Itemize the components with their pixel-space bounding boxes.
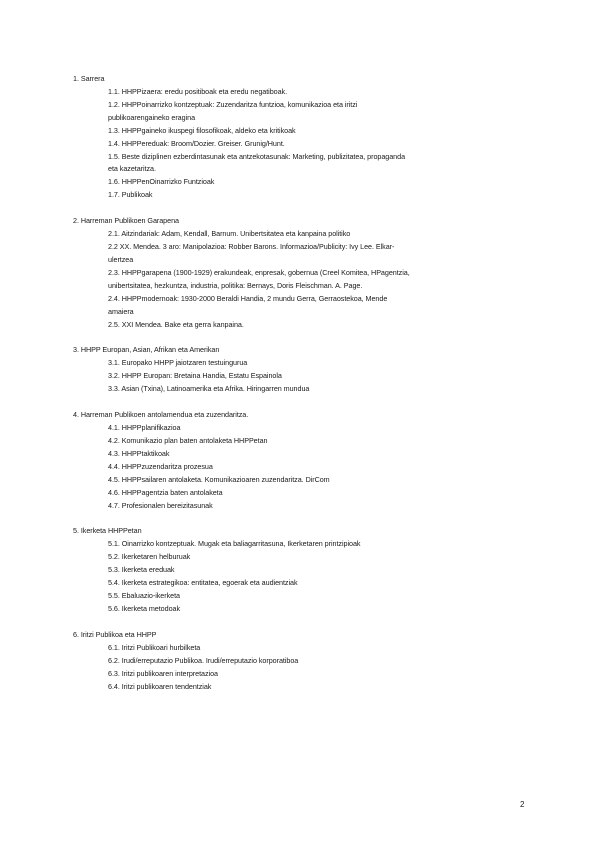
- section-title: 1. Sarrera: [73, 74, 105, 83]
- toc-item: 3.3. Asian (Txina), Latinoamerika eta Afrika. Hiringarren mundua: [108, 384, 310, 394]
- section-items: [108, 357, 543, 396]
- toc-item: 6.3. Iritzi publikoaren interpretazioa: [108, 668, 218, 678]
- section-title: 5. Ikerketa HHPPetan: [73, 526, 142, 536]
- toc-section: [73, 73, 543, 202]
- toc-item: 5.2. Ikerketaren helburuak: [108, 552, 191, 562]
- toc-item: 3.2. HHPP Europan: Bretaina Handia, Estatu Espainola: [108, 371, 282, 381]
- toc-item: 2.5. XXI Mendea. Bake eta gerra kanpaina.: [108, 319, 244, 329]
- section-items: [108, 642, 543, 694]
- toc-item: 4.5. HHPPsailaren antolaketa. Komunikazioaren zuzendaritza. DirCom: [108, 474, 330, 484]
- section-items: [108, 422, 543, 512]
- toc-item: 1.6. HHPPenOinarrizko Funtzioak: [108, 177, 215, 187]
- section-title: 3. HHPP Europan, Asian, Afrikan eta Amerikan: [73, 345, 220, 355]
- toc-item: 5.6. Ikerketa metodoak: [108, 604, 181, 613]
- toc-item: 4.3. HHPPtaktikoak: [108, 448, 170, 458]
- toc-item: 3.1. Europako HHPP jaiotzaren testuingurua: [108, 358, 248, 368]
- toc-item: 1.2. HHPPoinarrizko kontzeptuak: Zuzendaritza funtzioa, komunikazioa eta iritzi publikoarengaineko eragina: [108, 99, 358, 122]
- toc-section: [73, 525, 543, 615]
- toc-item: 1.4. HHPPereduak: Broom/Dozier. Greiser. Grunig/Hunt.: [108, 138, 285, 148]
- toc-item: 1.7. Publikoak: [108, 190, 153, 200]
- toc-section: [73, 344, 543, 396]
- toc-item: 4.7. Profesionalen bereizitasunak: [108, 500, 213, 510]
- toc-item: 1.3. HHPPgaineko ikuspegi filosofikoak, aldeko eta kritikoak: [108, 125, 296, 135]
- toc-item: 1.1. HHPPizaera: eredu positiboak eta eredu negatiboak.: [108, 87, 288, 96]
- toc-item: 5.4. Ikerketa estrategikoa: entitatea, egoerak eta audientziak: [108, 578, 298, 588]
- toc-section: [73, 409, 543, 512]
- toc-item: 4.2. Komunikazio plan baten antolaketa HHPPetan: [108, 436, 268, 446]
- section-items: [108, 228, 543, 331]
- toc-item: 5.3. Ikerketa ereduak: [108, 565, 175, 575]
- toc-section: [73, 215, 543, 331]
- toc-item: 2.2 XX. Mendea. 3 aro: Manipolazioa: Robber Barons. Informazioa/Publicity: Ivy Lee. Elkar-ulertzea: [108, 242, 395, 264]
- section-items: [108, 86, 543, 202]
- toc-item: 4.6. HHPPagentzia baten antolaketa: [108, 487, 223, 497]
- section-title: 2. Harreman Publikoen Garapena: [73, 216, 179, 226]
- toc-section: [73, 629, 543, 694]
- toc-item: 4.4. HHPPzuzendaritza prozesua: [108, 461, 213, 471]
- toc-item: 2.3. HHPPgarapena (1900-1929) erakundeak, enpresak, gobernua (Creel Komitea, HPagentzia, unibertsitatea, hezkuntza, industria, politika: Bernays, Doris Fleischman. A. Page.: [108, 267, 410, 290]
- section-title: 4. Harreman Publikoen antolamendua eta zuzendaritza.: [73, 410, 249, 420]
- toc-item: 2.1. Aitzindariak: Adam, Kendall, Barnum. Unibertsitatea eta kanpaina politiko: [108, 229, 351, 239]
- toc-item: 5.1. Oinarrizko kontzeptuak. Mugak eta baliagarritasuna, Ikerketaren printzipioak: [108, 539, 361, 549]
- toc-item: 2.4. HHPPmodernoak: 1930-2000 Beraldi Handia, 2 mundu Gerra, Gerraostekoa, Mende amaiera: [108, 293, 388, 316]
- page-number: 2: [520, 800, 525, 809]
- table-of-contents: [73, 73, 543, 707]
- toc-item: 1.5. Beste diziplinen ezberdintasunak eta antzekotasunak: Marketing, publizitatea, propaganda eta kazetaritza.: [108, 151, 406, 174]
- toc-item: 6.2. Irudi/erreputazio Publikoa. Irudi/erreputazio korporatiboa: [108, 655, 299, 665]
- section-items: [108, 538, 543, 615]
- section-title: 6. Iritzi Publikoa eta HHPP: [73, 629, 157, 639]
- toc-item: 5.5. Ebaluazio-ikerketa: [108, 591, 180, 601]
- toc-item: 6.1. Iritzi Publikoari hurbilketa: [108, 642, 201, 652]
- toc-item: 4.1. HHPPplanifikazioa: [108, 423, 181, 433]
- toc-item: 6.4. Iritzi publikoaren tendentziak: [108, 681, 212, 691]
